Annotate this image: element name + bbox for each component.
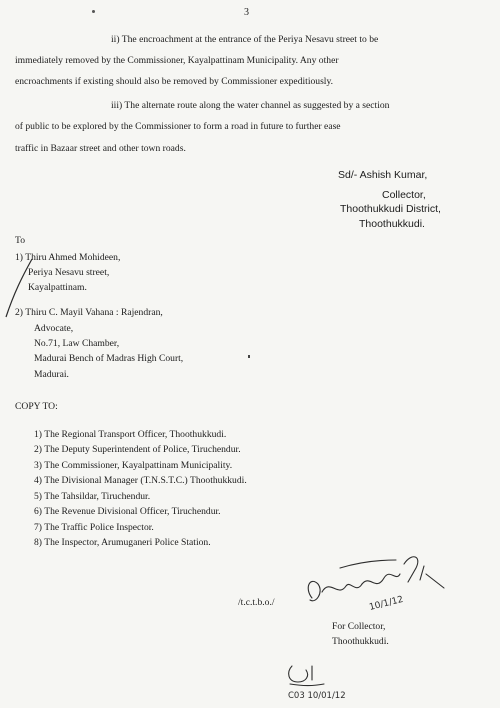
order-iii-line2: of public to be explored by the Commissioner to form a road in future to further ease <box>15 121 341 132</box>
addressee-1-line2: Periya Nesavu street, <box>28 267 110 278</box>
punch-mark <box>92 10 95 13</box>
order-ii-line2: immediately removed by the Commissioner, Kayalpattinam Municipality. Any other <box>15 55 339 66</box>
copy-to-item: 2) The Deputy Superintendent of Police, Tiruchendur. <box>34 444 241 455</box>
signatory-name: Sd/- Ashish Kumar, <box>338 169 428 181</box>
addressee-2-line4: Madurai Bench of Madras High Court, <box>34 353 184 364</box>
signature-date: 10/1/12 <box>368 594 405 613</box>
for-collector: For Collector, <box>332 621 386 632</box>
addressee-2-line5: Madurai. <box>34 369 69 380</box>
copy-to-item: 7) The Traffic Police Inspector. <box>34 522 154 533</box>
copy-to-item: 8) The Inspector, Arumuganeri Police Station. <box>34 537 211 548</box>
handwritten-signature <box>300 548 450 624</box>
copy-to-item: 5) The Tahsildar, Tiruchendur. <box>34 491 151 502</box>
addressee-2-line2: Advocate, <box>34 323 74 334</box>
copy-to-item: 3) The Commissioner, Kayalpattinam Municipality. <box>34 460 233 471</box>
order-iii-line3: traffic in Bazaar street and other town roads. <box>15 143 186 154</box>
copy-to-item: 1) The Regional Transport Officer, Thoothukkudi. <box>34 429 227 440</box>
addressee-2-line1: 2) Thiru C. Mayil Vahana : Rajendran, <box>15 307 163 318</box>
addressee-1-line3: Kayalpattinam. <box>28 282 87 293</box>
to-label: To <box>15 235 25 246</box>
handwritten-initials <box>282 658 362 704</box>
order-ii-line3: encroachments if existing should also be removed by Commissioner expeditiously. <box>15 76 334 87</box>
forwarded-line: /t.c.t.b.o./ <box>238 597 275 608</box>
order-iii-line1: iii) The alternate route along the water channel as suggested by a section <box>111 100 390 111</box>
initials-text: C03 10/01/12 <box>288 691 346 701</box>
page-number: 3 <box>244 7 249 18</box>
signatory-district: Thoothukkudi District, <box>340 203 441 215</box>
copy-to-item: 6) The Revenue Divisional Officer, Tiruchendur. <box>34 506 221 517</box>
copy-to-item: 4) The Divisional Manager (T.N.S.T.C.) Thoothukkudi. <box>34 475 247 486</box>
copy-to-label: COPY TO: <box>15 401 58 412</box>
signatory-place: Thoothukkudi. <box>359 218 425 230</box>
for-collector-place: Thoothukkudi. <box>332 636 389 647</box>
stray-mark <box>248 355 250 358</box>
addressee-2-line3: No.71, Law Chamber, <box>34 338 120 349</box>
signatory-designation: Collector, <box>382 189 426 201</box>
addressee-1-line1: 1) Thiru Ahmed Mohideen, <box>15 252 121 263</box>
order-ii-line1: ii) The encroachment at the entrance of the Periya Nesavu street to be <box>111 34 379 45</box>
